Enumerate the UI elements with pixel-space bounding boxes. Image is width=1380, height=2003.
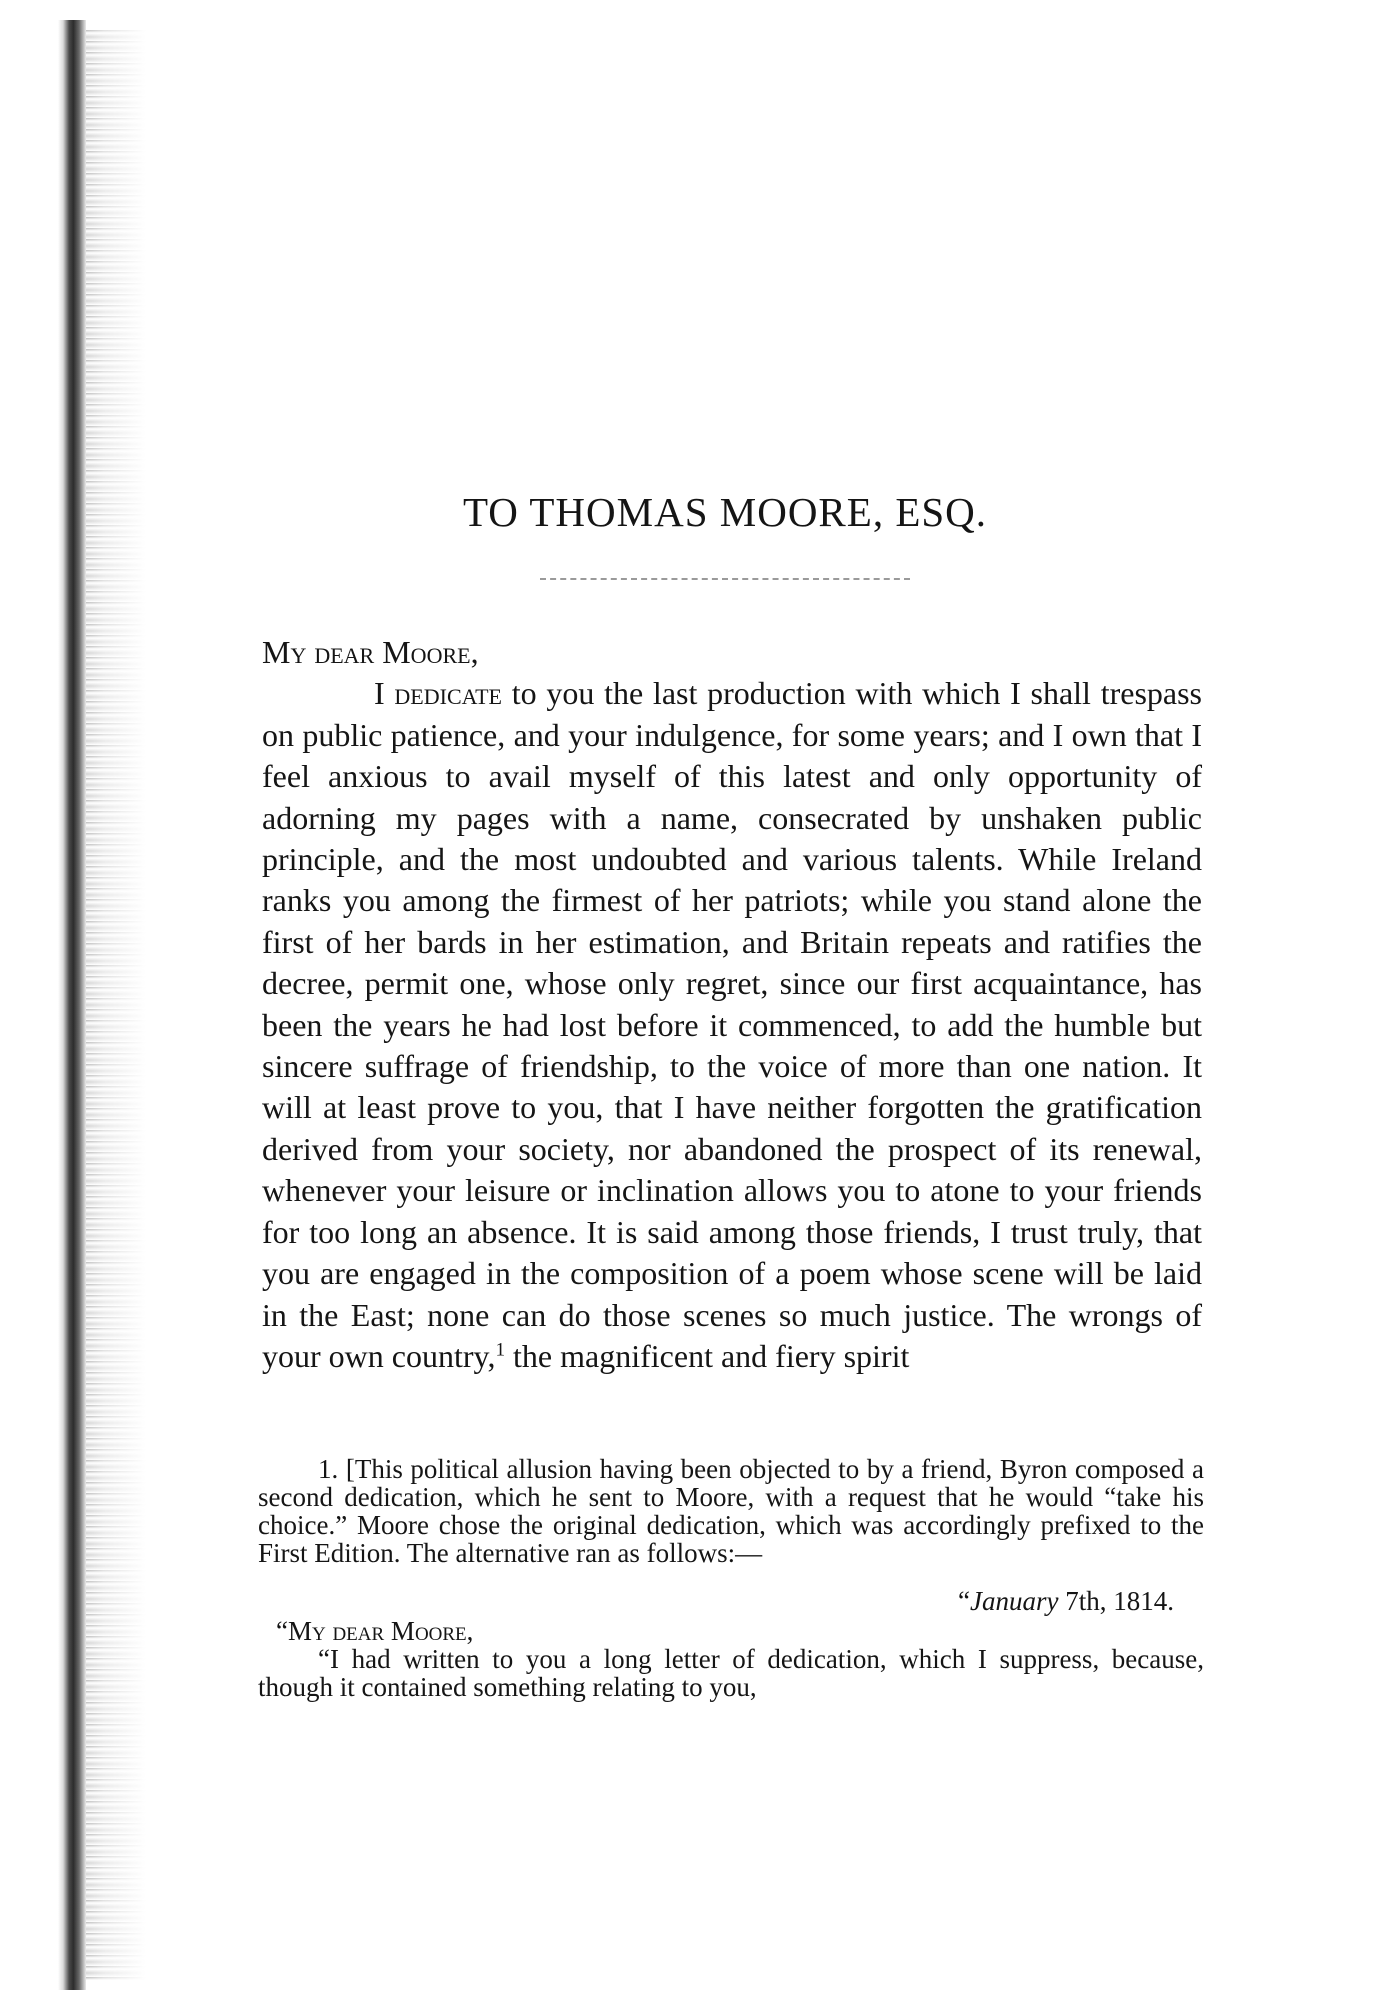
footnote-date: [258, 1587, 1204, 1615]
dedication-letter: [262, 632, 1202, 1377]
footnote-continuation: “I had written to you a long letter of dedication, which I suppress, because, though it contained something relating to you,: [258, 1644, 1204, 1702]
footnote-body: [This political allusion having been objected to by a friend, Byron composed a second dedication, which he sent to Moore, with a request that he would “take his choice.” Moore chose the original dedication, which was accordingly prefixed to the First Edition. The alternative ran as follows:—: [258, 1454, 1204, 1568]
paragraph-text-part2: the magnificent and fiery spirit: [513, 1337, 910, 1374]
book-binding-shadow: [58, 20, 86, 1990]
footnote-text: [258, 1455, 1204, 1567]
page-gutter-edge: [86, 30, 146, 1980]
date-month-day: January: [970, 1586, 1059, 1616]
title-divider: [540, 578, 910, 580]
date-rest: 7th, 1814.: [1065, 1586, 1174, 1616]
page-title: TO THOMAS MOORE, ESQ.: [462, 489, 988, 535]
date-open-quote: “: [958, 1586, 970, 1616]
letter-salutation: My dear Moore,: [262, 634, 479, 670]
letter-paragraph: [262, 673, 1202, 1377]
footnote-reference: 1: [495, 1339, 506, 1361]
footnote-number: 1.: [318, 1454, 339, 1484]
footnote: [258, 1455, 1204, 1701]
paragraph-text-part1: to you the last production with which I shall trespass on public patience, and your indulgence, for some years; and I own that I feel anxious to avail myself of this latest and only opportunity of adorning my pages with a name, consecrated by unshaken public principle, and the most undoubted and various talents. While Ireland ranks you among the firmest of her patriots; while you stand alone the first of her bards in her estimation, and Britain repeats and ratifies the decree, permit one, whose only regret, since our first acquaintance, has been the years he had lost before it commenced, to add the humble but sincere suffrage of friendship, to the voice of more than one nation. It will at least prove to you, that I have neither forgotten the gratification derived from your society, nor abandoned the prospect of its renewal, whenever your leisure or inclination allows you to atone to your friends for too long an absence. It is said among those friends, I trust truly, that you are engaged in the composition of a poem whose scene will be laid in the East; none can do those scenes so much justice. The wrongs of your own country,: [262, 675, 1203, 1374]
paragraph-lead: I dedicate: [374, 675, 502, 712]
footnote-salutation: “My dear Moore,: [276, 1616, 474, 1646]
